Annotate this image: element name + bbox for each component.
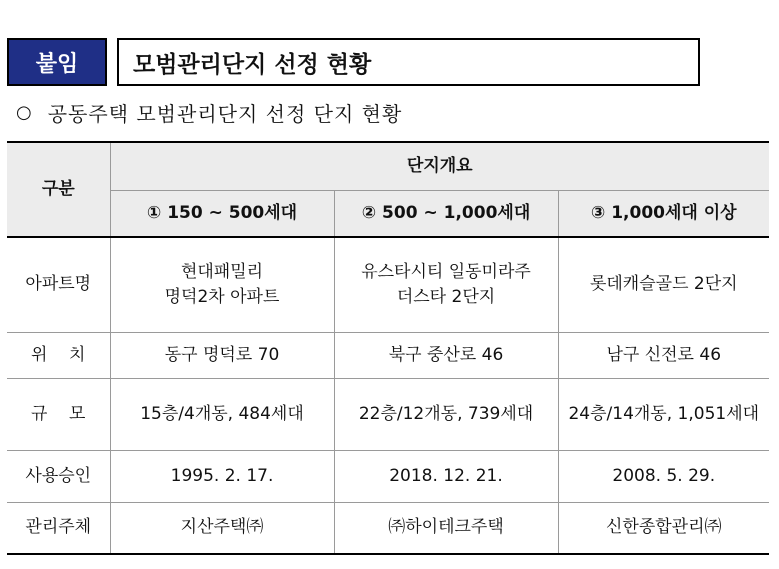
table-cell: 22층/12개동, 739세대 <box>334 378 558 450</box>
table-cell: 2008. 5. 29. <box>558 450 769 502</box>
table-cell: 현대패밀리 명덕2차 아파트 <box>110 237 334 332</box>
complex-status-table <box>7 141 769 555</box>
page-title: 모범관리단지 선정 현황 <box>117 38 700 86</box>
table-cell: 신한종합관리㈜ <box>558 502 769 554</box>
subheading-text: 공동주택 모범관리단지 선정 단지 현황 <box>47 101 403 126</box>
table-row <box>7 502 769 554</box>
column-header-large: ③ 1,000세대 이상 <box>558 190 769 237</box>
table-row <box>7 450 769 502</box>
table-row <box>7 237 769 332</box>
table-cell: 유스타시티 일동미라주 더스타 2단지 <box>334 237 558 332</box>
table-cell: ㈜하이테크주택 <box>334 502 558 554</box>
circle-bullet-icon: ○ <box>16 101 32 123</box>
row-label: 관리주체 <box>7 502 110 554</box>
table-cell: 남구 신전로 46 <box>558 332 769 378</box>
table-cell: 롯데캐슬골드 2단지 <box>558 237 769 332</box>
table-cell: 15층/4개동, 484세대 <box>110 378 334 450</box>
row-label: 위 치 <box>7 332 110 378</box>
table-cell: 북구 중산로 46 <box>334 332 558 378</box>
table-cell: 지산주택㈜ <box>110 502 334 554</box>
row-label: 사용승인 <box>7 450 110 502</box>
attachment-tag: 붙임 <box>7 38 107 86</box>
column-header-medium: ② 500 ~ 1,000세대 <box>334 190 558 237</box>
table-cell: 24층/14개동, 1,051세대 <box>558 378 769 450</box>
table-row <box>7 378 769 450</box>
row-label: 규 모 <box>7 378 110 450</box>
table-cell: 2018. 12. 21. <box>334 450 558 502</box>
header <box>7 38 700 86</box>
table-row <box>7 332 769 378</box>
column-header-small: ① 150 ~ 500세대 <box>110 190 334 237</box>
table-cell: 1995. 2. 17. <box>110 450 334 502</box>
group-header: 단지개요 <box>110 142 769 190</box>
row-label: 아파트명 <box>7 237 110 332</box>
subheading <box>16 97 402 127</box>
table-cell: 동구 명덕로 70 <box>110 332 334 378</box>
category-header: 구분 <box>7 142 110 237</box>
